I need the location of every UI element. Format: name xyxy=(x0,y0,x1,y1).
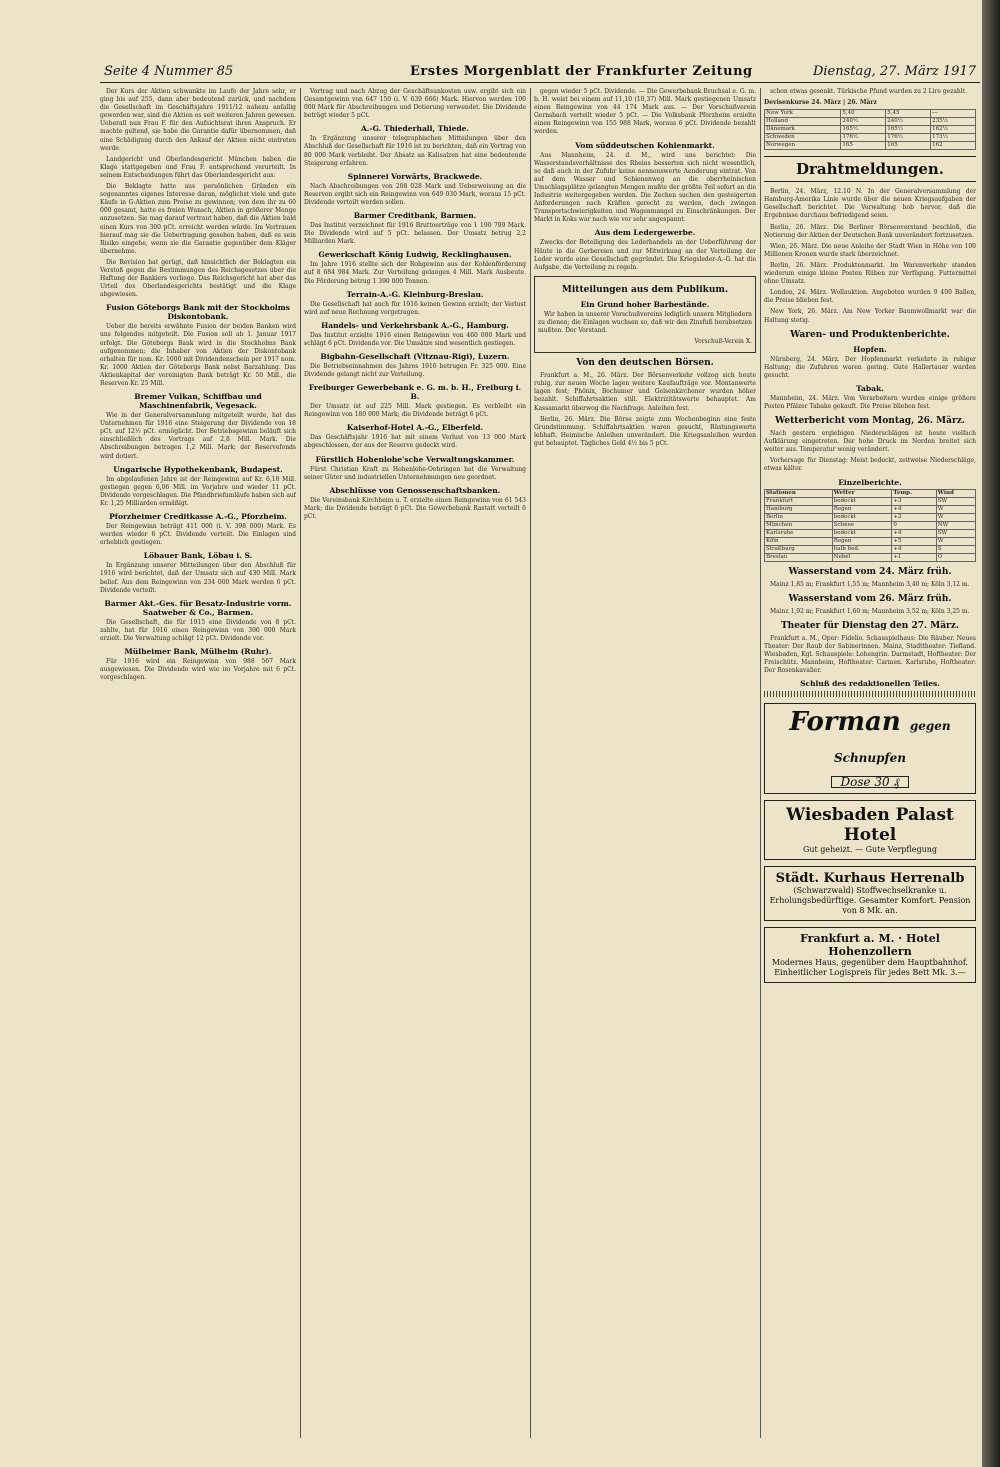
table-row xyxy=(765,134,976,142)
table-cell: 162 xyxy=(931,142,976,150)
section-heading: Fusion Göteborgs Bank mit der Stockholms Diskontobank. xyxy=(106,303,290,322)
table-cell: Straßburg xyxy=(765,545,833,553)
article-paragraph: Nach Abschreibungen von 208 028 Mark und Ueberweisung an die Reserven ergibt sich ein Reingewinn von 649 030 Mark, woraus 15 pCt. Dividende verteilt werden sollen. xyxy=(304,182,526,206)
article-paragraph: Zwecks der Beteiligung des Lederhandels an der Ueberführung der Häute in die Gerbereien und zur Mitwirkung an der Verteilung der Leder wurde eine Gesellschaft gegründet. Die Kriegsleder-A.-G. hat die Aufgabe, die Verteilung zu regeln. xyxy=(534,239,756,271)
section-heading: Mülheimer Bank, Mülheim (Ruhr). xyxy=(124,646,272,656)
article-paragraph: Der Umsatz ist auf 225 Mill. Mark gestiegen. Es verbleibt ein Reingewinn von 180 000 Mark; die Dividende beträgt 6 pCt. xyxy=(304,403,526,419)
article-paragraph: Nach gestern ergiebigen Niederschlägen ist heute vielfach Aufklärung eingetreten. Der hohe Druck im Norden breitet sich weiter aus. Temperatur wenig verändert. xyxy=(764,430,976,454)
table-cell: +4 xyxy=(892,505,936,513)
table-header-cell: Temp. xyxy=(892,489,936,497)
section-heading: A.-G. Thiederhall, Thiede. xyxy=(360,124,470,134)
column-2 xyxy=(304,88,526,1428)
table-cell: W xyxy=(936,513,975,521)
notice-title: Mitteilungen aus dem Publikum. xyxy=(561,284,729,295)
ad-frankfurt-title: Frankfurt a. M. · Hotel Hohenzollern xyxy=(800,932,940,959)
article-paragraph: Die Vereinsbank Kirchheim u. T. erzielte einen Reingewinn von 61 543 Mark; die Dividende beträgt 6 pCt. Die Gewerbebank Rastatt verteilt 6 pCt. xyxy=(304,496,526,520)
column-3 xyxy=(534,88,756,1428)
table-cell: Frankfurt xyxy=(765,497,833,505)
table-cell: 240½ xyxy=(886,118,931,126)
table-cell: Schweden xyxy=(765,134,841,142)
table-cell: +3 xyxy=(892,497,936,505)
column-4 xyxy=(764,88,976,1428)
table-header-cell: Stationen xyxy=(765,489,833,497)
article-paragraph: Nürnberg, 24. März. Der Hopfenmarkt verkehrte in ruhiger Haltung; die Zufuhren waren gering. Gute Hallertauer wurden gesucht. xyxy=(764,355,976,379)
article-paragraph: Für 1916 wird ein Reingewinn von 988 567 Mark ausgewiesen. Die Dividende wird wie im Vorjahre mit 6 pCt. vorgeschlagen. xyxy=(100,657,296,682)
notice-body: Wir haben in unserer Vorschußvereins lediglich unsern Mitgliedern zu dienen; die Einlagen wuchsen so, daß wir den Zinsfuß herabsetzen mußten. Der Vorstand. xyxy=(538,310,752,334)
table-row xyxy=(765,545,976,553)
article-paragraph: gegen wieder 5 pCt. Dividende. — Die Gewerbebank Bruchsal e. G. m. b. H. weist bei einem auf 11,10 (10,37) Mill. Mark gestiegenen Umsatz einen Reingewinn von 44 174 Mark aus. — Der Vorschußverein Gernsbach verteilt wieder 5 pCt. — Die Volksbank Pforzheim erzielte einen Reingewinn von 155 988 Mark, woraus 6 pCt. Dividende bezahlt werden. xyxy=(534,88,756,136)
column-divider xyxy=(760,88,761,1438)
article-paragraph: Das Institut verzeichnet für 1916 Bruttoerträge von 1 190 799 Mark. Die Dividende wird auf 5 pCt. belassen. Der Umsatz betrug 2,2 Milliarden Mark. xyxy=(304,222,526,246)
weather-table xyxy=(764,489,976,562)
article-paragraph: Aus Mannheim, 24. d. M., wird uns berichtet: Die Wasserstandsverhältnisse des Rheins besserten sich nicht wesentlich, so daß auch in der Zufuhr keine nennenswerte Aenderung eintrat. Von auf dem Wasser und Schienenweg an die oberrheinischen Umschlagsplätze gelangten Mengen mußte der größte Teil sofort an die Industrie weitergegeben werden. Die Zechen suchen den gesteigerten Anforderungen nach Kräften gerecht zu werden, doch zwingen Transportschwierigkeiten und Wagenmangel zu Einschränkungen. Der Markt in Koks war nach wie vor sehr angespannt. xyxy=(534,151,756,224)
theater-listings: Frankfurt a. M., Oper: Fidelio. Schauspielhaus: Die Räuber. Neues Theater: Der Raub der Sabinerinnen. Mainz, Stadttheater: Tiefland. Wiesbaden, Kgl. Schauspiele: Lohengrin. Darmstadt, Hoftheater: Der Freischütz. Mannheim, Hoftheater: Carmen. Karlsruhe, Hoftheater: Der Rosenkavalier. xyxy=(764,634,976,675)
section-heading: Pforzheimer Creditkasse A.-G., Pforzheim. xyxy=(109,512,287,522)
table-cell: — xyxy=(931,110,976,118)
table-row xyxy=(765,553,976,561)
section-heading: Fürstlich Hohenlohe'sche Verwaltungskammer. xyxy=(315,454,515,464)
ad-frankfurt-hotel xyxy=(764,927,976,983)
table-cell: +2 xyxy=(892,513,936,521)
section-heading: Barmer Akt.-Ges. für Besatz-Industrie vorm. Saatweber & Co., Barmen. xyxy=(104,598,292,617)
table-row xyxy=(765,529,976,537)
weather-report-title: Wetterbericht vom Montag, 26. März. xyxy=(775,416,965,427)
table-header-cell: Wind xyxy=(936,489,975,497)
table-cell: Nebel xyxy=(832,553,892,561)
water-level-title: Wasserstand vom 26. März früh. xyxy=(788,593,952,604)
table-row xyxy=(765,497,976,505)
article-paragraph: Frankfurt a. M., 26. März. Der Börsenverkehr vollzog sich heute ruhig, zur neuen Woche lagen weitere Kaufaufträge vor. Montanwerte lagen fest; Phönix, Bochumer und Gelsenkirchener wurden höher bezahlt. Schiffahrtsaktien still. Elektrizitätswerte behauptet. Am Kassamarkt überwog die Nachfrage. Anleihen fest. xyxy=(534,372,756,412)
table-cell: S xyxy=(936,545,975,553)
theater-listings-title: Theater für Dienstag den 27. März. xyxy=(780,620,960,631)
section-heading: Barmer Creditbank, Barmen. xyxy=(353,211,477,221)
article-paragraph: Landgericht und Oberlandesgericht München haben die Klage stattgegeben und Frau F. entsprechend verurteilt. In seinem Entscheidungen führt das Oberlandesgericht aus: xyxy=(100,155,296,179)
table-cell: 0 xyxy=(892,521,936,529)
article-paragraph: Im Jahre 1916 stellte sich der Rohgewinn aus der Kohlenförderung auf 8 684 984 Mark. Zur Verteilung gelangen 4 Mill. Mark Ausbeute. Die Förderung betrug 1 390 000 Tonnen. xyxy=(304,261,526,285)
table-cell: +4 xyxy=(892,529,936,537)
wire-report: Berlin, 26. März. Produktenmarkt. Im Warenverkehr standen wiederum einige kleine Posten Rüben zur Verfügung. Futtermittel ohne Umsatz. xyxy=(764,261,976,286)
wire-report: Berlin, 24. März, 12.10 N. In der Generalversammlung der Hamburg-Amerika Linie wurde über die neuen Kriegsaufgaben der Gesellschaft berichtet. Die Verwaltung hob hervor, daß die Ergebnisse durchaus befriedigend seien. xyxy=(764,188,976,220)
table-row xyxy=(765,521,976,529)
section-heading: Tabak. xyxy=(856,383,884,393)
table-cell: Berlin xyxy=(765,513,833,521)
table-cell: München xyxy=(765,521,833,529)
table-row xyxy=(765,118,976,126)
masthead-title: Erstes Morgenblatt der Frankfurter Zeitung xyxy=(410,64,753,79)
table-header-cell: Wetter xyxy=(832,489,892,497)
table-row xyxy=(765,110,976,118)
wire-report: New York, 26. März. Am New Yorker Baumwollmarkt war die Haltung stetig. xyxy=(764,308,976,324)
article-paragraph: Die Revision hat gerügt, daß hinsichtlich der Beklagten ein Verstoß gegen die Bestimmungen des Reichsgesetzes über die Haftung der Bankiers vorliege. Das Reichsgericht hat aber das Urteil des Oberlandesgerichts bestätigt und die Klage abgewiesen. xyxy=(100,258,296,299)
table-cell: 173½ xyxy=(931,134,976,142)
ad-forman-dose: Dose 30 ₰ xyxy=(831,776,908,788)
table-cell: Regen xyxy=(832,537,892,545)
section-heading: Einzelberichte. xyxy=(838,477,902,487)
section-heading: Spinnerei Vorwärts, Brackwede. xyxy=(347,171,483,181)
article-paragraph: Berlin, 26. März. Die Börse zeigte zum Wochenbeginn eine feste Grundstimmung. Schiffahrtsaktien waren gesucht, Rüstungswerte lebhaft. Heimische Anleihen unverändert. Die Kriegsanleihen wurden gut behauptet. Tägliches Geld 4½ bis 5 pCt. xyxy=(534,415,756,447)
notice-subtitle: Ein Grund hoher Barbestände. xyxy=(580,299,710,309)
section-heading: Bigbahn-Gesellschaft (Vitznau-Rigi), Luzern. xyxy=(320,351,510,361)
exchange-report-title: Von den deutschen Börsen. xyxy=(576,358,714,369)
ad-frankfurt-sub: Modernes Haus, gegenüber dem Hauptbahnhof. Einheitlicher Logispreis für jedes Bett Mk. 3.— xyxy=(771,958,969,978)
issue-date: Dienstag, 27. März 1917 xyxy=(812,64,976,79)
table-cell: Dänemark xyxy=(765,126,841,134)
page-number: Seite 4 Nummer 85 xyxy=(104,64,234,79)
section-heading: Freiburger Gewerbebank e. G. m. b. H., Freiburg i. B. xyxy=(308,383,522,402)
wire-report: Berlin, 26. März. Die Berliner Börsenvorstand beschloß, die Notierung der Aktien der Deutschen Bank unverändert fortzusetzen. xyxy=(764,223,976,239)
table-cell: Hamburg xyxy=(765,505,833,513)
page-edge-shadow xyxy=(982,0,1000,1467)
article-paragraph: Die Gesellschaft hat auch für 1916 keinen Gewinn erzielt; der Verlust wird auf neue Rechnung vorgetragen. xyxy=(304,300,526,316)
notice-signature: Vorschuß-Verein X. xyxy=(694,338,752,346)
table-cell: Holland xyxy=(765,118,841,126)
article-paragraph: Ueber die bereits erwähnte Fusion der beiden Banken wird uns folgendes mitgeteilt. Die Fusion soll ab 1. Januar 1917 erfolgt. Die Göteborgs Bank wird in die Stockholms Bank aufgenommen; die Inhaber von Aktien der Diskontobank erhalten für nom. Kr. 1000 mit Dividendenschein per 1917 nom. Kr. 1000 Aktien der Göteborgs Bank nebst Barzahlung. Das Aktienkapital der vereinigten Bank beträgt Kr. 50 Mill., die Reserven Kr. 25 Mill. xyxy=(100,323,296,387)
table-cell: Regen xyxy=(832,505,892,513)
table-cell: W xyxy=(936,505,975,513)
section-heading: Kaiserhof-Hotel A.-G., Elberfeld. xyxy=(346,423,484,433)
column-divider xyxy=(530,88,531,1438)
table-cell: 165½ xyxy=(841,126,886,134)
article-paragraph: schon etwas gesenkt. Türkische Pfund wurden zu 2 Lire gezahlt. xyxy=(770,88,968,95)
article-paragraph: Mannheim, 24. März. Von Verarbeitern wurden einige größere Posten Pfälzer Tabake gekauft. Die Preise blieben fest. xyxy=(764,394,976,410)
table-cell: NW xyxy=(936,521,975,529)
section-heading: Bremer Vulkan, Schiffbau und Maschinenfabrik, Vegesack. xyxy=(134,392,262,411)
table-cell: bedeckt xyxy=(832,497,892,505)
table-cell: Köln xyxy=(765,537,833,545)
ad-forman-sub: gegen Schnupfen xyxy=(833,719,951,766)
article-paragraph: Im abgelaufenen Jahre ist der Reingewinn auf Kr. 6,18 Mill. gestiegen gegen 6,06 Mill. im Vorjahre und wieder 11 pCt. Dividende vorgeschlagen. Die Pfandbriefumläufe haben sich auf Kr. 1,25 Milliarden ermäßigt. xyxy=(100,475,296,507)
section-heading: Ungarische Hypothekenbank, Budapest. xyxy=(113,464,283,474)
table-cell: SW xyxy=(936,529,975,537)
table-cell: 165 xyxy=(841,142,886,150)
table-cell: O xyxy=(936,553,975,561)
water-level-text: Mainz 1,85 m; Frankfurt 1,55 m; Mannheim 3,40 m; Köln 3,12 m. xyxy=(770,580,970,588)
table-cell: W xyxy=(936,537,975,545)
table-cell: bedeckt xyxy=(832,513,892,521)
article-paragraph: In Ergänzung unserer telegraphischen Mitteilungen über den Abschluß der Gesellschaft für 1916 ist zu berichten, daß ein Vortrag von 80 000 Mark verbleibt. Der Absatz an Kalisalzen hat eine bedeutende Steigerung erfahren. xyxy=(304,135,526,167)
table-cell: Norwegen xyxy=(765,142,841,150)
article-paragraph: Der Reingewinn beträgt 411 000 (i. V. 398 000) Mark. Es werden wieder 6 pCt. Dividende verteilt. Die Einlagen sind erheblich gestiegen. xyxy=(100,523,296,547)
table-cell: 5,45 xyxy=(886,110,931,118)
table-row xyxy=(765,513,976,521)
table-cell: 165½ xyxy=(886,126,931,134)
ad-wiesbaden-hotel xyxy=(764,800,976,860)
table-cell: 5,40 xyxy=(841,110,886,118)
table-cell: +1 xyxy=(892,553,936,561)
wire-report: Wien, 26. März. Die neue Anleihe der Stadt Wien in Höhe von 100 Millionen Kronen wurde stark überzeichnet. xyxy=(764,242,976,258)
article-paragraph: Das Institut erzielte 1916 einen Reingewinn von 460 000 Mark und schlägt 6 pCt. Dividende vor. Die Umsätze sind wesentlich gestiegen. xyxy=(304,331,526,347)
weather-forecast: Vorhersage für Dienstag: Meist bedeckt, zeitweise Niederschläge, etwas kälter. xyxy=(764,457,976,473)
decorative-rule xyxy=(764,691,976,697)
table-cell: 165 xyxy=(886,142,931,150)
table-cell: +4 xyxy=(892,545,936,553)
water-level-title: Wasserstand vom 24. März früh. xyxy=(788,566,952,577)
article-paragraph: Der Kurs der Aktien schwankte im Laufe der Jahre sehr, er ging bis auf 255, dann aber bedeutend zurück, und nachdem die Gesellschaft im Geschäftsjahre 1911/12 nahezu anfallig geworden war, sind die Aktien es seit weiteren Jahren gewesen. Ueberall nun Frau F. für den Aufsichtsrat ihren Anspruch. Er machte geltend, sie habe die Garantie dafür übernommen, daß eine Schädigung durch den Ankauf der Aktien nicht eintreten werde. xyxy=(100,88,296,152)
table-row xyxy=(765,126,976,134)
section-heading: Gewerkschaft König Ludwig, Recklinghausen. xyxy=(318,250,512,260)
ad-forman xyxy=(764,703,976,794)
article-paragraph: Wie in der Generalversammlung mitgeteilt wurde, hat das Unternehmen für 1916 eine Steigerung der Dividende von 18 pCt. auf 12½ pCt. ermöglicht. Der Betriebsgewinn beläuft sich einschließlich des Vortrags auf 2,8 Mill. Mark. Die Abschreibungen betragen 1,2 Mill. Mark; der Reservefonds wird dotiert. xyxy=(100,412,296,460)
exchange-rate-table-title: Devisenkurse 24. März | 26. März xyxy=(764,99,877,107)
column-1 xyxy=(100,88,296,1428)
article-paragraph: Die Betriebseinnahmen des Jahres 1916 betrugen Fr. 325 000. Eine Dividende gelangt nicht zur Verteilung. xyxy=(304,362,526,379)
ad-herrenalb-title: Städt. Kurhaus Herrenalb xyxy=(775,871,965,887)
exchange-rate-table xyxy=(764,109,976,150)
public-notice-box xyxy=(534,276,756,353)
article-paragraph: In Ergänzung unserer Mitteilungen über den Abschluß für 1916 wird berichtet, daß der Umsatz sich auf 430 Mill. Mark belief. Aus dem Reingewinn von 234 000 Mark werden 6 pCt. Dividende verteilt. xyxy=(100,562,296,594)
ad-wiesbaden-title: Wiesbaden Palast Hotel xyxy=(786,805,954,846)
goods-reports-title: Waren- und Produktenberichte. xyxy=(790,329,950,340)
end-of-editorial: Schluß des redaktionellen Teiles. xyxy=(800,679,940,689)
water-level-text: Mainz 1,92 m; Frankfurt 1,60 m; Mannheim 3,52 m; Köln 3,25 m. xyxy=(770,607,970,615)
section-heading: Löbauer Bank, Löbau i. S. xyxy=(143,551,253,561)
section-heading: Hopfen. xyxy=(853,344,887,354)
section-heading: Vom süddeutschen Kohlenmarkt. xyxy=(575,140,715,150)
table-cell: halb bed. xyxy=(832,545,892,553)
section-heading: Aus dem Ledergewerbe. xyxy=(594,228,696,238)
section-heading: Abschlüsse von Genossenschaftsbanken. xyxy=(329,485,501,495)
article-paragraph: Die Gesellschaft, die für 1915 eine Dividende von 8 pCt. zahlte, hat für 1916 einen Reingewinn von 306 000 Mark erzielt. Die Verwaltung schlägt 12 pCt. Dividende vor. xyxy=(100,618,296,642)
table-cell: 162½ xyxy=(931,126,976,134)
column-divider xyxy=(300,88,301,1438)
table-cell: bedeckt xyxy=(832,529,892,537)
table-cell: 176½ xyxy=(841,134,886,142)
table-cell: 240½ xyxy=(841,118,886,126)
table-cell: Karlsruhe xyxy=(765,529,833,537)
table-cell: New York xyxy=(765,110,841,118)
ad-wiesbaden-sub: Gut geheizt. — Gute Verpflegung xyxy=(802,845,938,855)
table-row xyxy=(765,142,976,150)
ad-herrenalb xyxy=(764,866,976,921)
page-header xyxy=(100,60,980,83)
table-row xyxy=(765,505,976,513)
article-paragraph: Das Geschäftsjahr 1916 hat mit einem Verlust von 13 000 Mark abgeschlossen, der aus der Reserve gedeckt wird. xyxy=(304,434,526,450)
article-paragraph: Fürst Christian Kraft zu Hohenlohe-Oehringen hat die Verwaltung seiner Güter und industriellen Unternehmungen neu geordnet. xyxy=(304,465,526,481)
article-paragraph: Die Beklagte hatte aus persönlichen Gründen ein sogenanntes eigenes Interesse daran, möglichst viele und gute Käufe in G-Aktien zum Preise zu gewinnen; von dem ihr zu 60 000 gesamt, hatte es freien Wunsch, Aktien in größerer Menge anzusetzen. Sie mag darauf vertraut haben, daß die Aktien bald einen Kurs von 300 pCt. erreicht werden würde. Im Vertrauen hierauf mag sie die Uebertragung gesehen haben, daß es sein Risiko eingehe, wenn sie die Garantie gegenüber dem Kläger übernehme. xyxy=(100,183,296,255)
table-row xyxy=(765,537,976,545)
telegraph-reports-title: Drahtmeldungen. xyxy=(764,156,976,182)
section-heading: Handels- und Verkehrsbank A.-G., Hamburg. xyxy=(321,320,509,330)
table-cell: Breslau xyxy=(765,553,833,561)
article-paragraph: Vortrag und nach Abzug der Geschäftsunkosten usw. ergibt sich ein Gesamtgewinn von 647 150 (i. V. 639 666) Mark. Hiervon werden 100 000 Mark für Abschreibungen und Dotierung verwendet. Die Dividende beträgt wieder 5 pCt. xyxy=(304,88,526,120)
table-cell: SW xyxy=(936,497,975,505)
ad-forman-title: Forman xyxy=(789,707,901,738)
table-cell: +5 xyxy=(892,537,936,545)
table-cell: Schnee xyxy=(832,521,892,529)
wire-report: London, 24. März. Wollauktion. Angeboten wurden 9 400 Ballen, die Preise blieben fest. xyxy=(764,289,976,305)
table-cell: 235½ xyxy=(931,118,976,126)
table-cell: 176½ xyxy=(886,134,931,142)
ad-herrenalb-sub: (Schwarzwald) Stoffwechselkranke u. Erholungsbedürftige. Gesamter Komfort. Pension von 8 Mk. an. xyxy=(769,886,971,916)
section-heading: Terrain-A.-G. Kleinburg-Breslau. xyxy=(346,289,484,299)
